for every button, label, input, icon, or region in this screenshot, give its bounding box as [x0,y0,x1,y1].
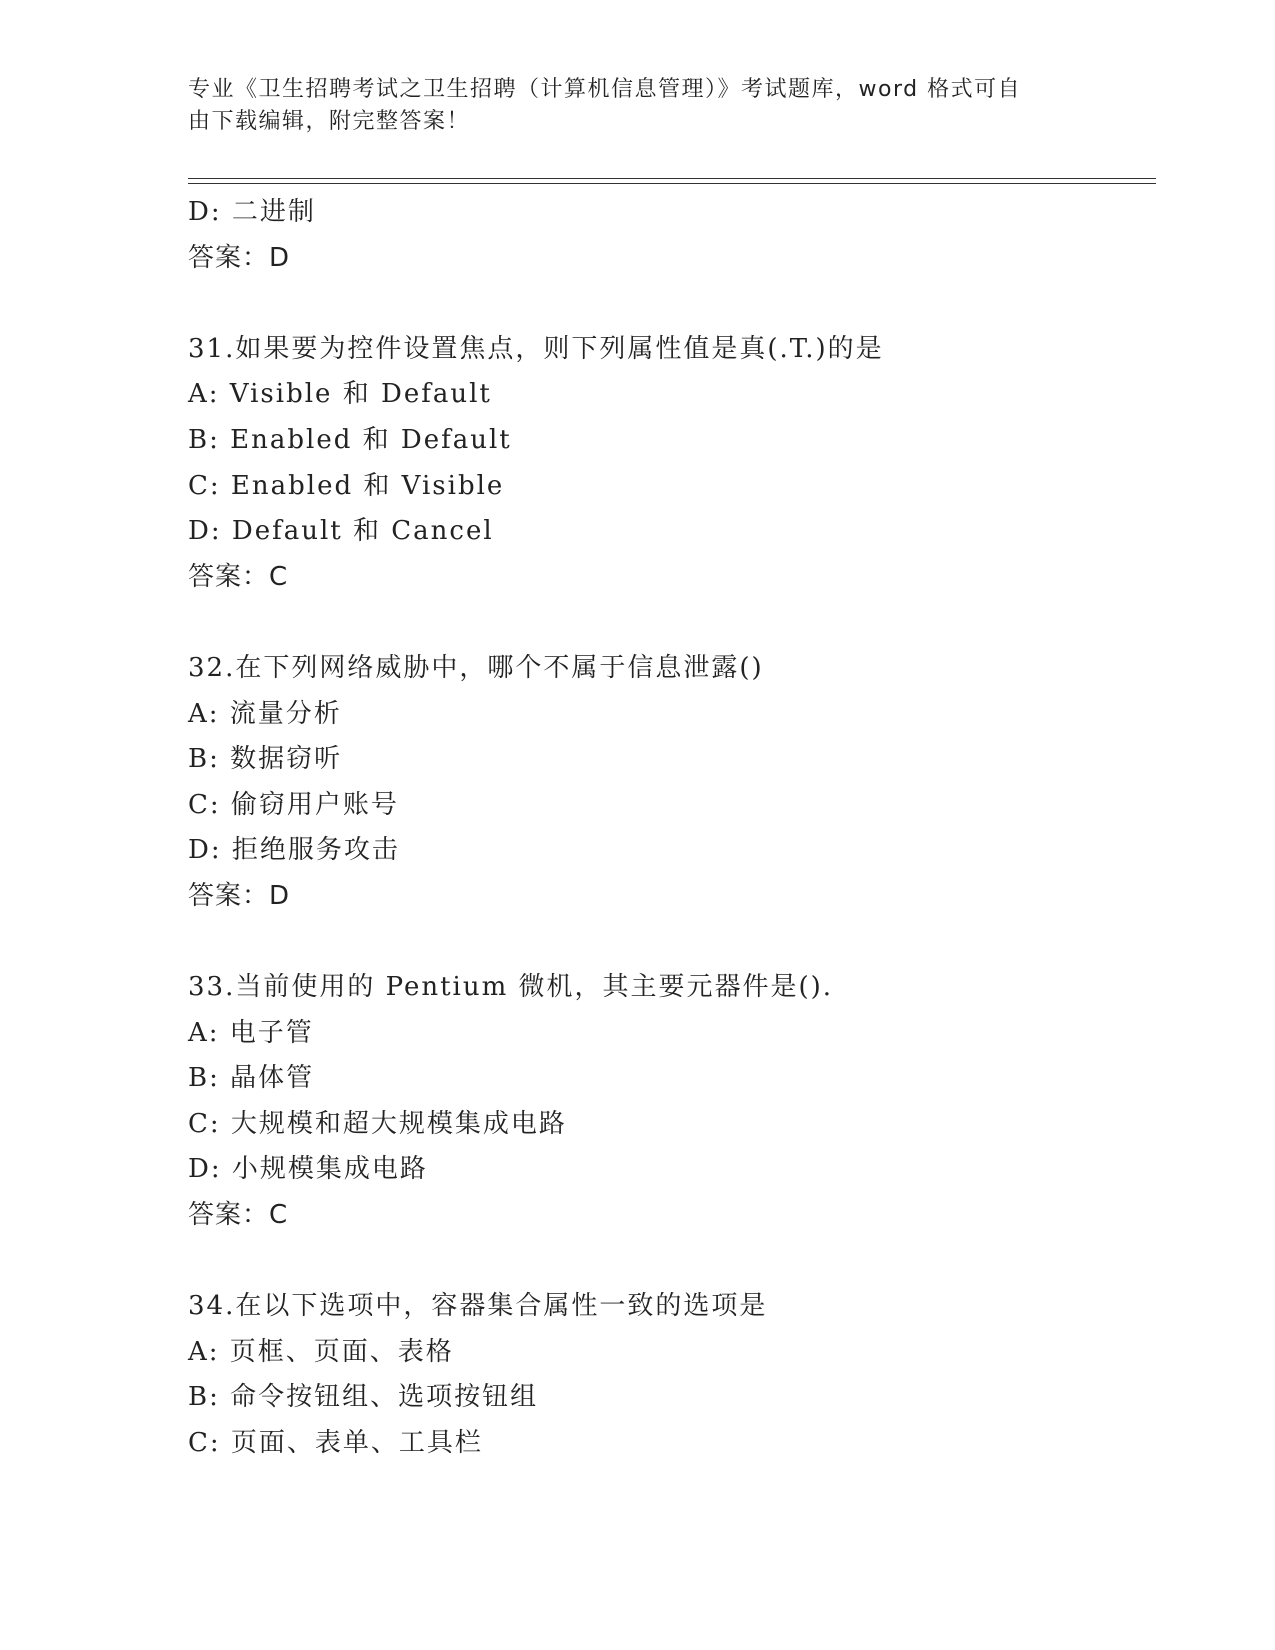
answer: 答案：D [188,880,291,911]
option-b: B: 命令按钮组、选项按钮组 [188,1382,539,1413]
option-c: C: 页面、表单、工具栏 [188,1428,483,1459]
question-stem: 32.在下列网络威胁中，哪个不属于信息泄露() [188,652,764,683]
question-list [188,190,1148,1467]
option-b: B: 数据窃听 [188,744,343,775]
question-32 [188,646,1148,920]
option-d: D: 小规模集成电路 [188,1154,428,1185]
option-c: C: 偷窃用户账号 [188,789,399,820]
option-a: A: 流量分析 [188,698,342,729]
option-c: C: Enabled 和 Visible [188,470,505,501]
header-divider-bottom [188,183,1156,184]
header-line-1: 专业《卫生招聘考试之卫生招聘（计算机信息管理）》考试题库，word 格式可自 [188,77,1022,102]
question-stem: 34.在以下选项中，容器集合属性一致的选项是 [188,1291,768,1322]
answer: 答案：D [188,242,291,273]
question-stem: 31.如果要为控件设置焦点，则下列属性值是真(.T.)的是 [188,333,884,364]
header-divider-top [188,178,1156,179]
question-31 [188,327,1148,601]
option-c: C: 大规模和超大规模集成电路 [188,1108,567,1139]
option-d: D: 拒绝服务攻击 [188,835,400,866]
option-a: A: Visible 和 Default [188,379,492,410]
document-header [188,74,1068,138]
question-stem: 33.当前使用的 Pentium 微机，其主要元器件是(). [188,972,834,1003]
question-34 [188,1284,1148,1466]
option-b: B: 晶体管 [188,1063,315,1094]
header-line-2: 由下载编辑，附完整答案！ [188,109,471,134]
option-a: A: 页框、页面、表格 [188,1336,454,1367]
answer: 答案：C [188,561,289,592]
answer: 答案：C [188,1200,289,1231]
option-b: B: Enabled 和 Default [188,424,512,455]
question-33 [188,965,1148,1239]
option-d: D: 二进制 [188,197,316,227]
option-a: A: 电子管 [188,1017,314,1048]
option-d: D: Default 和 Cancel [188,516,494,547]
